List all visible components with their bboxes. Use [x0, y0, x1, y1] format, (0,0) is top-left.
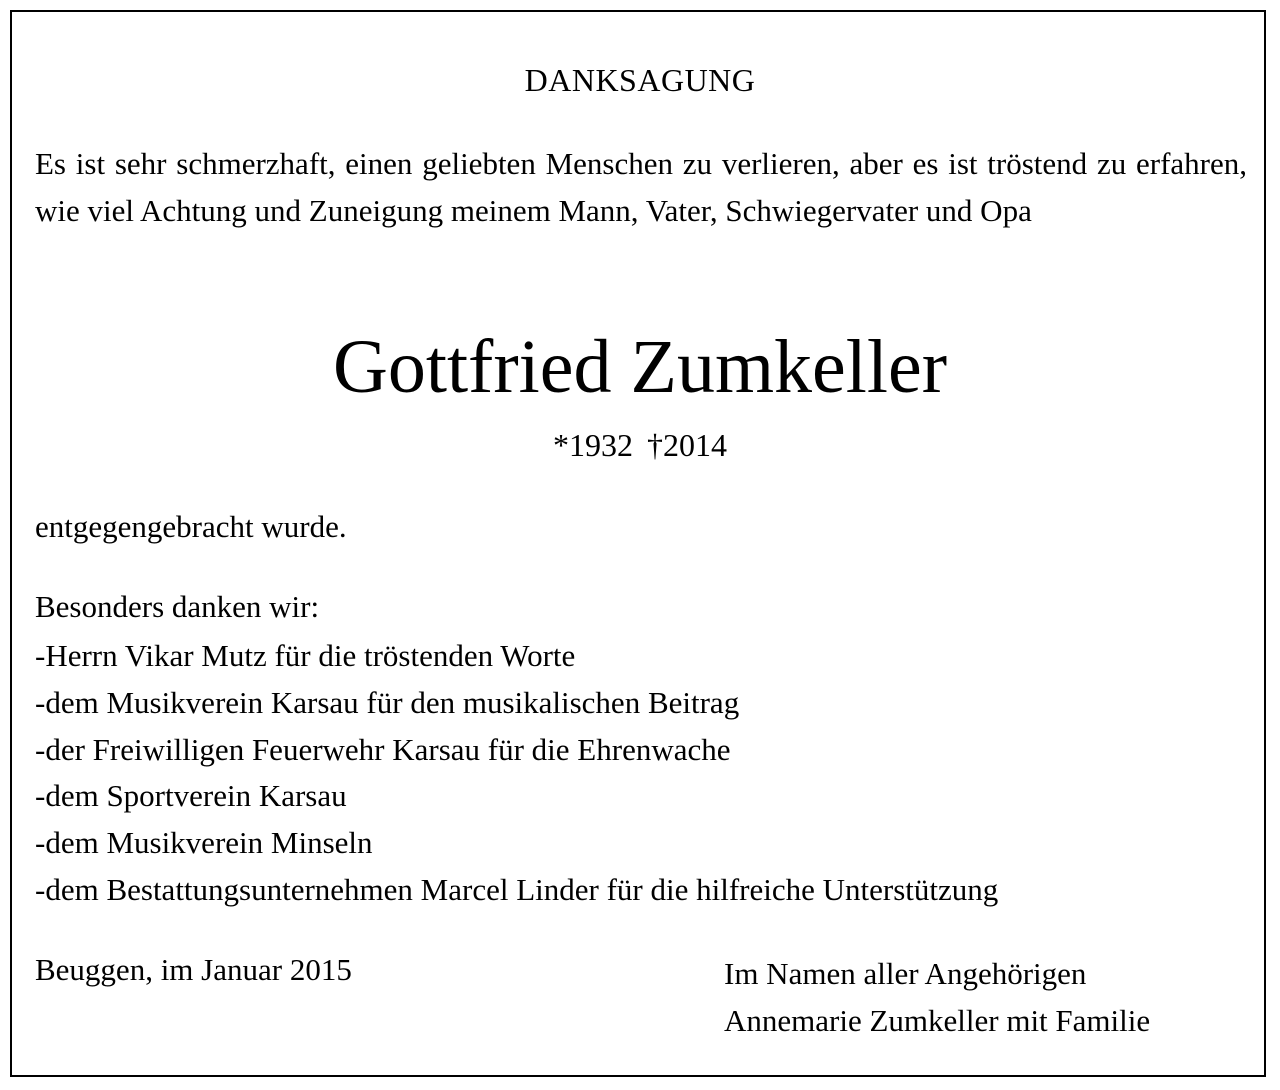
intro-paragraph: Es ist sehr schmerzhaft, einen geliebten Menschen zu verlieren, aber es ist tröstend zu erfahren, wie viel Achtung und Zuneigung meinem Mann, Vater, Schwiegervater und Opa [35, 146, 1247, 228]
deceased-name: Gottfried Zumkeller [332, 325, 948, 409]
list-item: -dem Musikverein Minseln [35, 825, 373, 861]
list-item: -dem Musikverein Karsau für den musikalischen Beitrag [35, 684, 740, 720]
life-dates [0, 425, 1280, 465]
birth-year: *1932 [553, 427, 633, 463]
place-date: Beuggen, im Januar 2015 [35, 952, 352, 987]
signature-line-1: Im Namen aller Angehörigen [724, 956, 1087, 991]
thanks-heading: Besonders danken wir: [35, 589, 320, 624]
signature-block [724, 950, 1150, 1044]
signature-line-2: Annemarie Zumkeller mit Familie [724, 1003, 1151, 1038]
list-item: -dem Bestattungsunternehmen Marcel Linder für die hilfreiche Unterstützung [35, 871, 999, 907]
list-item: -der Freiwilligen Feuerwehr Karsau für die Ehrenwache [35, 731, 731, 767]
list-item: -Herrn Vikar Mutz für die tröstenden Worte [35, 638, 576, 673]
death-year: †2014 [647, 427, 727, 463]
thanks-list [35, 633, 998, 914]
list-item: -dem Sportverein Karsau [35, 778, 347, 814]
continuation-text: entgegengebracht wurde. [35, 509, 347, 544]
notice-heading: DANKSAGUNG [524, 62, 756, 98]
